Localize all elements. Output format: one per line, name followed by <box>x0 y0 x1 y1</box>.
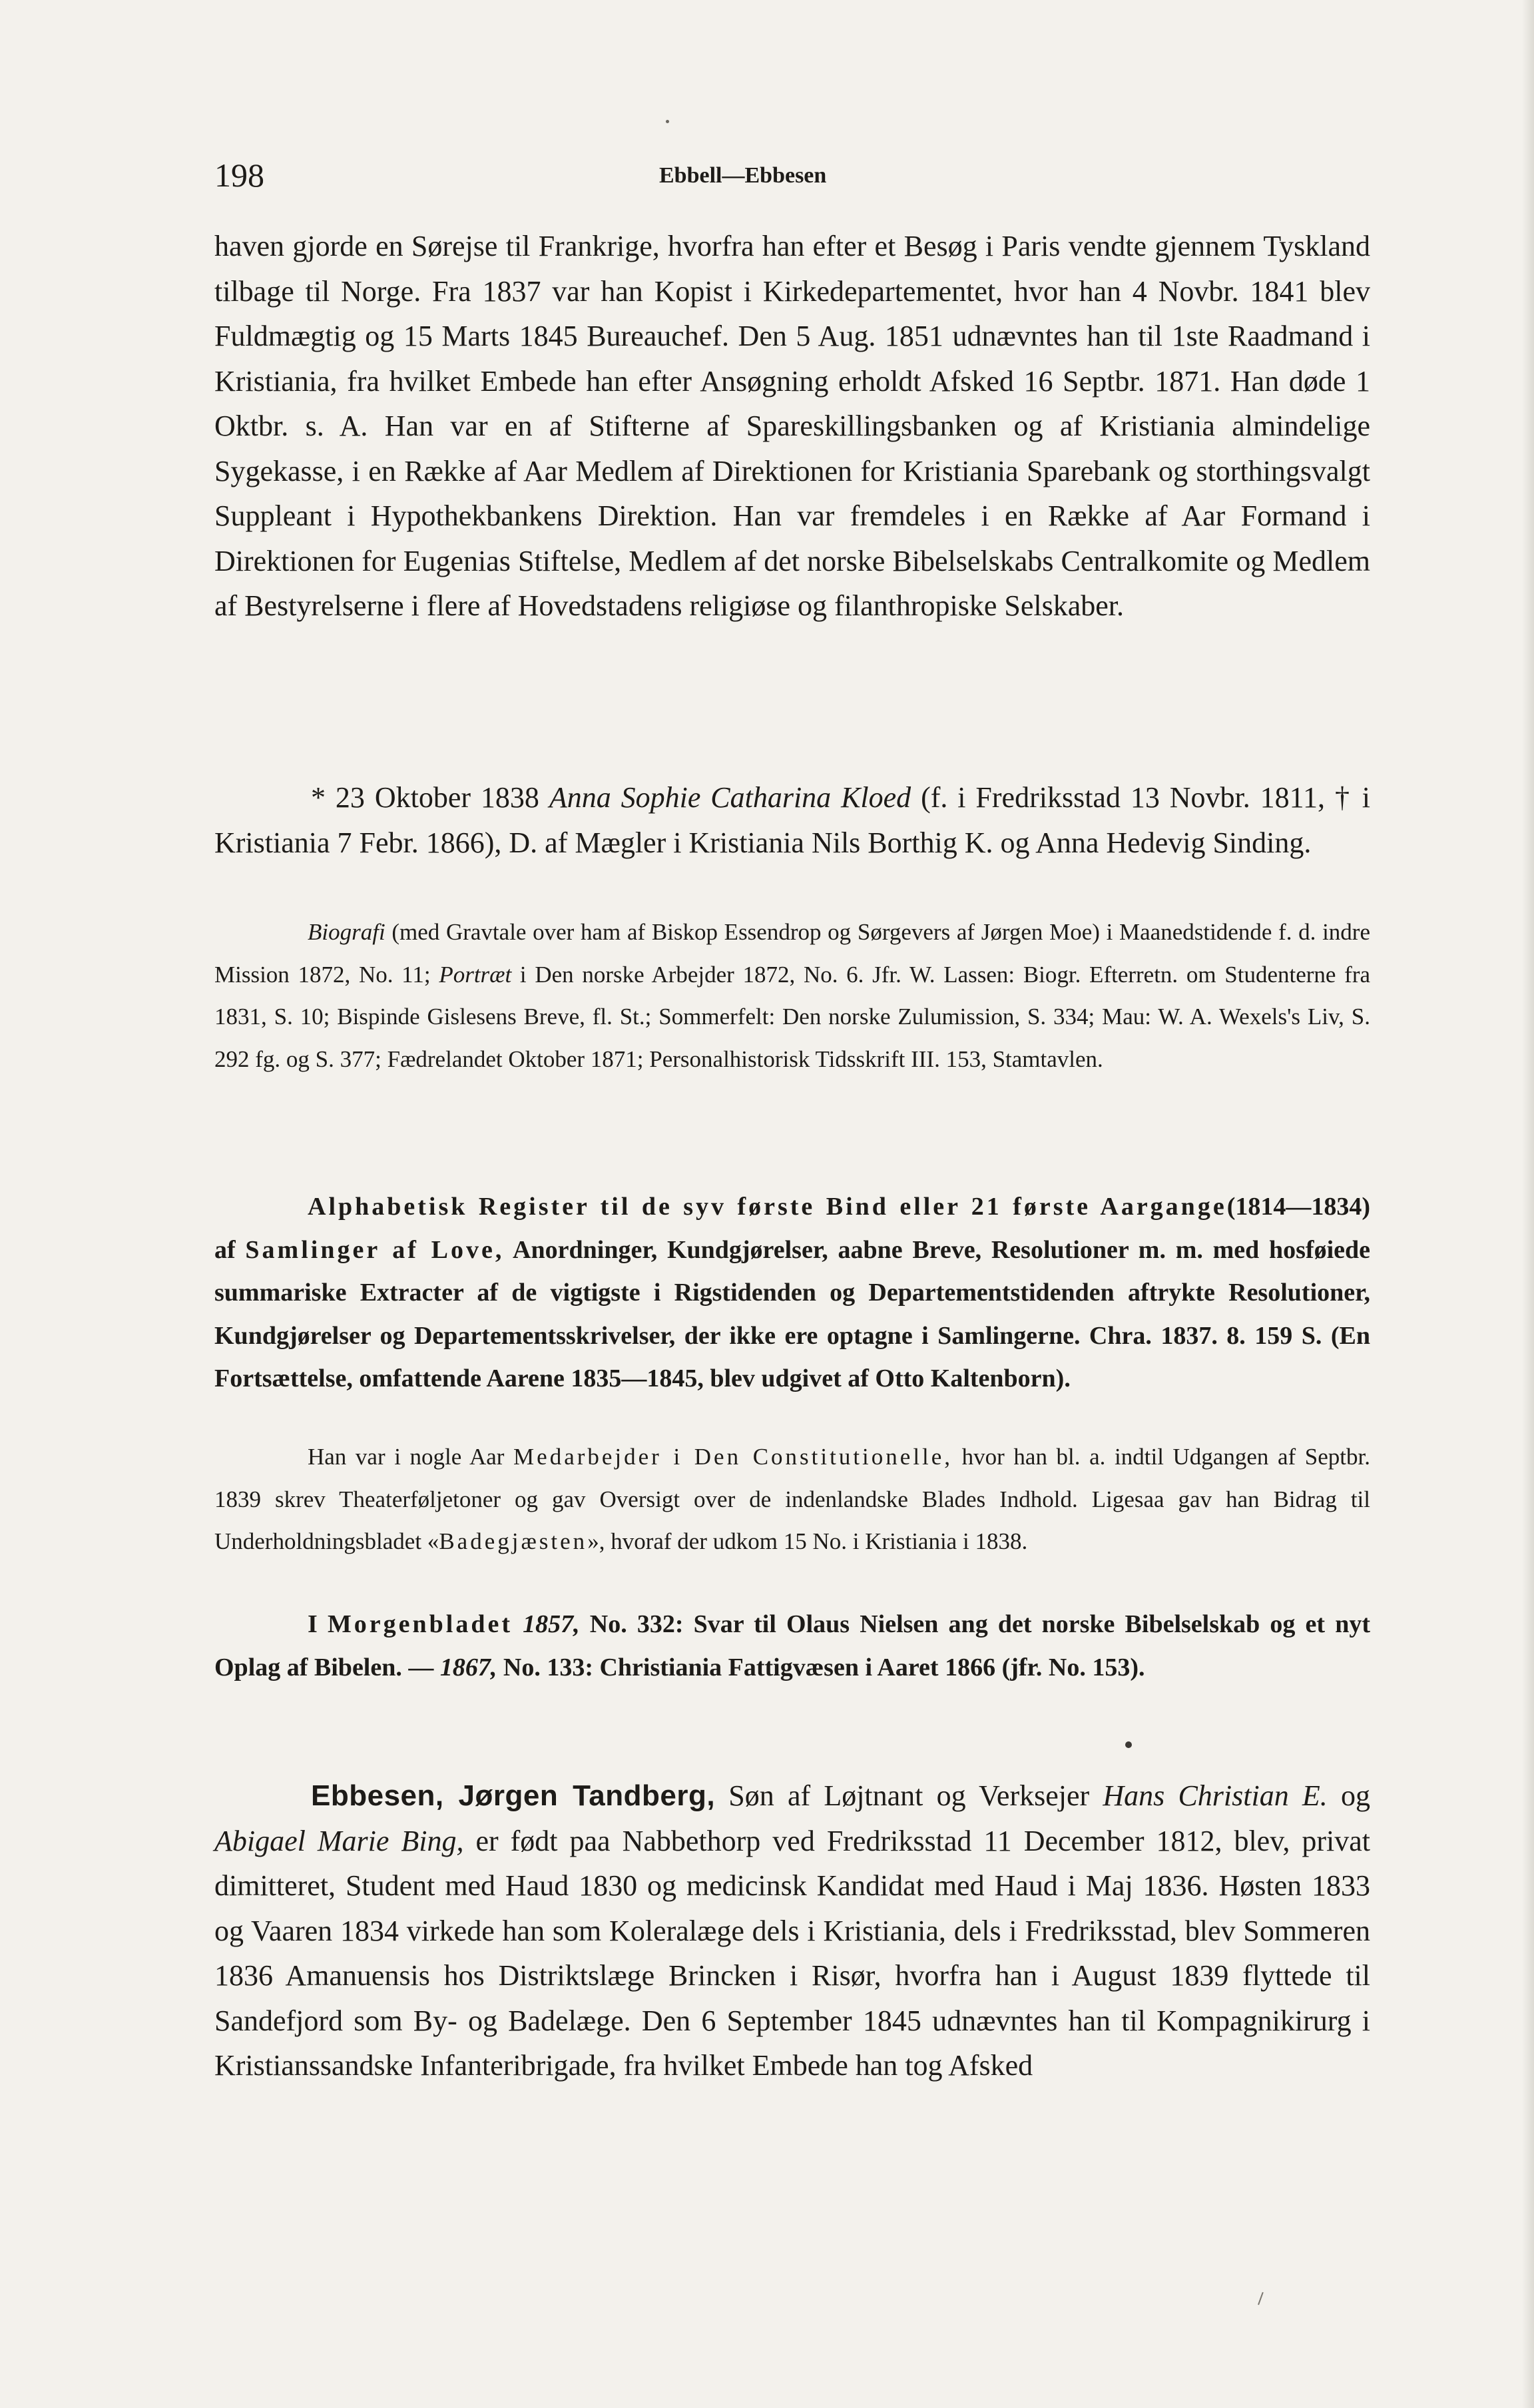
entry-parents-intro: Søn af Løjtnant og Verksejer <box>715 1779 1103 1812</box>
register-title: Alphabetisk Register til de syv første Bind eller 21 første Aargange <box>308 1193 1227 1221</box>
morgenbladet-article-1: No. 332: Svar til Olaus Nielsen ang det norske Bibelselskab og et nyt Oplag af Bibelen. — <box>214 1610 1370 1681</box>
mother-name: Abigael Marie Bing, <box>214 1824 464 1857</box>
marriage-details: (f. i Fredriksstad 13 Novbr. 1811, † i Kristiania 7 Febr. 1866), D. af Mægler i Kristiania Nils Borthig K. og Anna Hedevig Sinding. <box>214 781 1370 859</box>
running-head: Ebbell—Ebbesen <box>659 163 827 188</box>
morgenbladet-entry <box>214 1603 1370 1689</box>
page-header <box>214 152 1370 198</box>
badegjaesten-title: Badegjæsten <box>439 1528 588 1554</box>
morgenbladet-year-1: 1857, <box>513 1610 580 1638</box>
morgenbladet-year-2: 1867, <box>439 1653 497 1681</box>
contributor-intro: Han var i nogle Aar <box>308 1444 514 1470</box>
father-name: Hans Christian E. <box>1103 1779 1328 1812</box>
page-number: 198 <box>214 156 264 194</box>
biography-text: haven gjorde en Sørejse til Frankrige, hvorfra han efter et Besøg i Paris vendte gjennem Tyskland tilbage til Norge. Fra 1837 var han Kopist i Kirkedepartementet, hvor han 4 Novbr. 1841 blev Fuldmægtig og 15 Marts 1845 Bureauchef. Den 5 Aug. 1851 udnævntes han til 1ste Raadmand i Kristiania, fra hvilket Embede han efter Ansøgning erholdt Afsked 16 Septbr. 1871. Han døde 1 Oktbr. s. A. Han var en af Stifterne af Spareskillingsbanken og af Kristiania almindelige Sygekasse, i en Række af Aar Medlem af Direktionen for Kristiania Sparebank og storthingsvalgt Suppleant i Hypothekbankens Direktion. Han var fremdeles i en Række af Aar Formand i Direktionen for Eugenias Stiftelse, Medlem af det norske Bibelselskabs Centralkomite og Medlem af Bestyrelserne i flere af Hovedstadens religiøse og filanthropiske Selskaber. <box>214 230 1370 622</box>
contributor-end: », hvoraf der udkom 15 No. i Kristiania i 1838. <box>587 1528 1028 1554</box>
contributor-paper: Medarbejder i Den Constitutionelle, <box>513 1444 953 1470</box>
sources-text-2: i Den norske Arbejder 1872, No. 6. Jfr. W. Lassen: Biogr. Efterretn. om Studenterne fra 1831, S. 10; Bispinde Gislesens Breve, fl. St.; Sommerfelt: Den norske Zulumission, S. 334; Mau: W. A. Wexels's Liv, S. 292 fg. og S. 377; Fædrelandet Oktober 1871; Personalhistorisk Tidsskrift III. 153, Stamtavlen. <box>214 961 1371 1072</box>
entry-og: og <box>1327 1779 1371 1812</box>
register-collection: Samlinger af Love, <box>245 1235 505 1264</box>
register-years: (1814—1834) af <box>214 1193 1370 1264</box>
print-speck <box>666 120 669 123</box>
ebbesen-entry <box>214 1773 1370 2088</box>
entry-biography: er født paa Nabbethorp ved Fredriksstad 11 December 1812, blev, privat dimitteret, Student med Haud 1830 og medicinsk Kandidat med Haud i Maj 1836. Høsten 1833 og Vaaren 1834 virkede han som Koleralæge dels i Kristiania, dels i Fredriksstad, blev Sommeren 1836 Amanuensis hos Distriktslæge Brincken i Risør, hvorfra han i August 1839 flyttede til Sandefjord som By- og Badelæge. Den 6 September 1845 udnævntes han til Kompagnikirurg i Kristianssandske Infanteribrigade, fra hvilket Embede han tog Afsked <box>214 1824 1370 2082</box>
morgenbladet-prefix: I <box>308 1610 328 1638</box>
separator-dot <box>1125 1741 1132 1748</box>
page-edge-shadow <box>1522 0 1534 2408</box>
marriage-paragraph <box>214 775 1370 865</box>
contributor-details: hvor han bl. a. indtil Udgangen af Septbr. 1839 skrev Theaterføljetoner og gav Oversigt over de indenlandske Blades Indhold. Ligesaa gav han Bidrag til Underholdningsbladet « <box>214 1444 1370 1554</box>
morgenbladet-title: Morgenbladet <box>327 1610 513 1638</box>
marriage-date: * 23 Oktober 1838 <box>311 781 549 814</box>
sources-text-1: (med Gravtale over ham af Biskop Essendrop og Sørgevers af Jørgen Moe) i Maanedstidende f. d. indre Mission 1872, No. 11; <box>214 919 1370 988</box>
register-description: Anordninger, Kundgjørelser, aabne Breve, Resolutioner m. m. med hosføiede summariske Extracter af de vigtigste i Rigstidenden og Departementstidenden aftrykte Resolutioner, Kundgjørelser og Departementsskrivelser, der ikke ere optagne i Samlingerne. Chra. 1837. 8. 159 S. (En Fortsættelse, omfattende Aarene 1835—1845, blev udgivet af Otto Kaltenborn). <box>214 1235 1371 1392</box>
morgenbladet-article-2: No. 133: Christiania Fattigvæsen i Aaret 1866 (jfr. No. 153). <box>497 1653 1145 1681</box>
biography-paragraph <box>214 224 1370 629</box>
biografi-label: Biografi <box>308 919 385 945</box>
page-mark <box>1258 2292 1264 2305</box>
sources-paragraph <box>214 911 1370 1080</box>
entry-heading: Ebbesen, Jørgen Tandberg, <box>311 1779 716 1812</box>
register-entry <box>214 1185 1370 1400</box>
spouse-name: Anna Sophie Catharina Kloed <box>549 781 911 814</box>
contributor-paragraph <box>214 1436 1370 1563</box>
portraet-label: Portræt <box>439 961 512 988</box>
